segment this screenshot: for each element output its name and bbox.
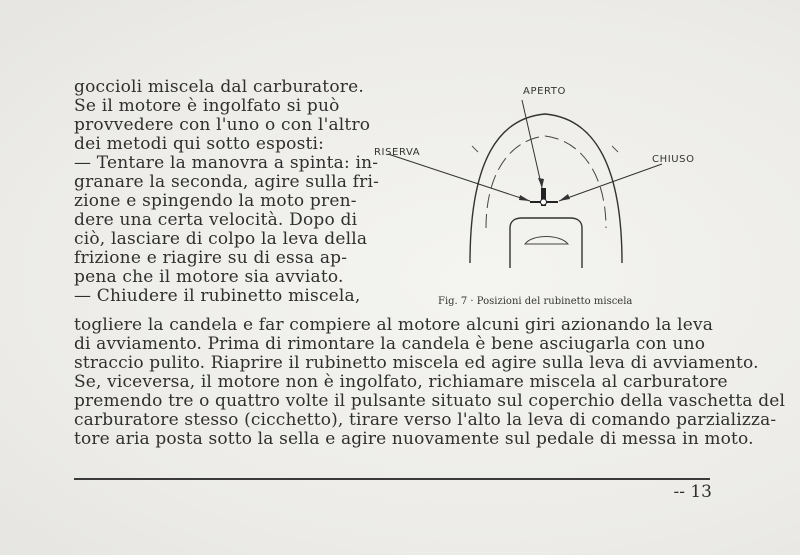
label-riserva: RISERVA: [374, 147, 421, 158]
text-line: togliere la candela e far compiere al motore alcuni giri azionando la leva: [74, 315, 713, 335]
text-line: — Chiudere il rubinetto miscela,: [74, 286, 361, 306]
text-line: zione e spingendo la moto pren-: [74, 191, 357, 211]
chiuso-arrow: [559, 164, 662, 201]
seat-detail: [525, 237, 568, 245]
fuel-tap-diagram: [360, 78, 720, 288]
text-line: straccio pulito. Riaprire il rubinetto miscela ed agire sulla leva di avviamento.: [74, 353, 759, 373]
seat-outline: [510, 218, 582, 268]
label-chiuso: CHIUSO: [652, 154, 695, 165]
text-line: granare la seconda, agire sulla fri-: [74, 172, 380, 192]
text-line: — Tentare la manovra a spinta: in-: [74, 153, 379, 173]
figure-caption: Fig. 7 · Posizioni del rubinetto miscela: [438, 296, 633, 307]
text-line: pena che il motore sia avviato.: [74, 267, 344, 287]
riserva-arrow: [388, 154, 530, 201]
text-line: frizione e riagire su di essa ap-: [74, 248, 348, 268]
text-line: di avviamento. Prima di rimontare la candela è bene asciugarla con uno: [74, 334, 706, 354]
text-line: premendo tre o quattro volte il pulsante situato sul coperchio della vaschetta del: [74, 391, 786, 411]
text-line: ciò, lasciare di colpo la leva della: [74, 229, 368, 249]
page-number: -- 13: [673, 482, 712, 502]
text-line: dei metodi qui sotto esposti:: [74, 134, 325, 154]
text-line: Se, viceversa, il motore non è ingolfato, richiamare miscela al carburatore: [74, 372, 728, 392]
aperto-arrow: [522, 100, 542, 188]
text-line: goccioli miscela dal carburatore.: [74, 77, 364, 97]
text-line: Se il motore è ingolfato si può: [74, 96, 340, 116]
text-line: carburatore stesso (cicchetto), tirare verso l'alto la leva di comando parzializza-: [74, 410, 777, 430]
text-line: tore aria posta sotto la sella e agire nuovamente sul pedale di messa in moto.: [74, 429, 754, 449]
text-line: dere una certa velocità. Dopo di: [74, 210, 358, 230]
label-aperto: APERTO: [523, 86, 566, 97]
footer-rule: [74, 478, 710, 480]
tank-inner-outline: [486, 136, 606, 228]
text-line: provvedere con l'uno o con l'altro: [74, 115, 371, 135]
